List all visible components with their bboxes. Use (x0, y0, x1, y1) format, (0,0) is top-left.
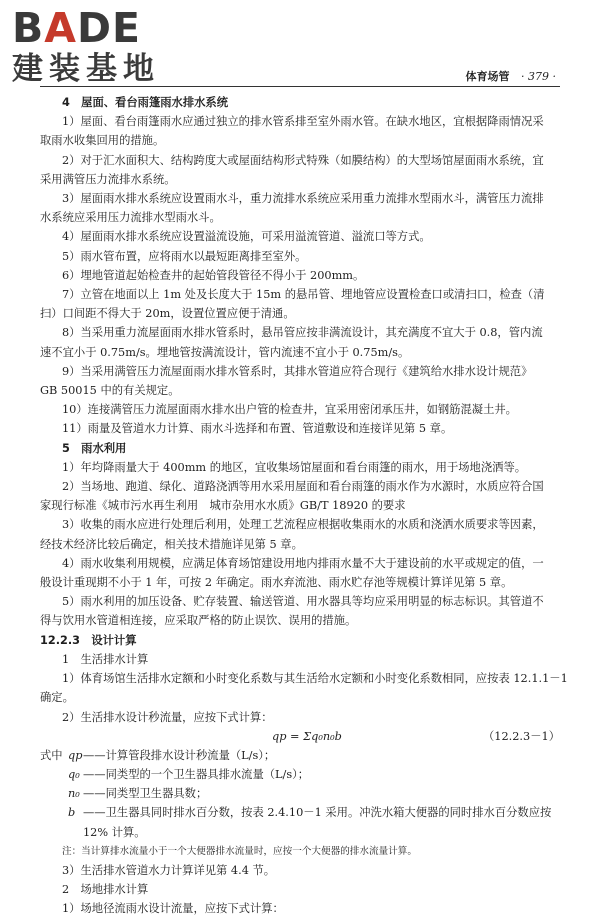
variable-definition (40, 803, 562, 822)
section-heading: 4 屋面、看台雨篷雨水排水系统 (62, 96, 229, 109)
variable-symbol: b (68, 806, 76, 820)
paragraph-line: 9）当采用满管压力流屋面雨水排水管系时，其排水管道应符合现行《建筑给水排水设计规范》 (62, 364, 533, 378)
paragraph-line: 1）场地径流雨水设计流量，应按下式计算： (62, 902, 284, 916)
paragraph-line: 水系统应采用压力流排水型雨水斗。 (40, 211, 221, 225)
logo-letters-1: B (12, 4, 45, 52)
paragraph-line: 取雨水收集回用的措施。 (40, 134, 165, 148)
paragraph-line: 采用满管压力流排水系统。 (40, 172, 176, 186)
page-number: · 379 · (521, 70, 556, 83)
paragraph-line: 5）雨水管布置，应将雨水以最短距离排至室外。 (62, 249, 307, 263)
variable-text: ——同类型的一个卫生器具排水流量（L/s）； (83, 767, 310, 781)
variable-symbol: q₀ (68, 767, 80, 781)
equation-number: （12.2.3－1） (482, 729, 560, 743)
header-rule (40, 86, 560, 87)
section-heading: 5 雨水利用 (62, 441, 127, 455)
paragraph-line: 确定。 (40, 691, 74, 705)
paragraph-line: 经技术经济比较后确定，相关技术措施详见第 5 章。 (40, 537, 303, 551)
paragraph-line: 4）雨水收集利用规模，应满足体育场馆建设用地内排雨水量不大于建设前的水平或规定的值，一 (62, 556, 544, 570)
paragraph-line: 3）屋面雨水排水系统应设置雨水斗，重力流排水系统应采用重力流排水型雨水斗，满管压力流排 (62, 192, 544, 206)
paragraph-line: 1）体育场馆生活排水定额和小时变化系数与其生活给水定额和小时变化系数相同，应按表 12.1.1－1 (62, 672, 568, 686)
paragraph-line: 般设计重现期不小于 1 年，可按 2 年确定。雨水弃流池、雨水贮存池等规模计算详见第 5 章。 (40, 576, 513, 590)
paragraph-line: 10）连接满管压力流屋面雨水排水出户管的检查井，宜采用密闭承压井，如钢筋混凝土井。 (62, 403, 517, 417)
equation-body: qp = Σq₀n₀b (272, 729, 342, 743)
variable-text: ——计算管段排水设计秒流量（L/s）； (83, 748, 276, 762)
variable-definition (40, 765, 562, 784)
page-body (40, 93, 568, 918)
paragraph-line: 扫）口间距不得大于 20m，设置位置应便于清通。 (40, 307, 295, 321)
footnote: 注：当计算排水流量小于一个大便器排水流量时，应按一个大便器的排水流量计算。 (62, 845, 417, 857)
logo-letter-accent: A (44, 4, 77, 52)
paragraph-line: 速不宜小于 0.75m/s。埋地管按满流设计，管内流速不宜小于 0.75m/s。 (40, 345, 410, 359)
paragraph-line: GB 50015 中的有关规定。 (40, 384, 180, 398)
subsection-heading: 12.2.3 设计计算 (40, 633, 137, 647)
paragraph-line: 2）当场地、跑道、绿化、道路浇洒等用水采用屋面和看台雨篷的雨水作为水源时，水质应符合国 (62, 480, 544, 494)
paragraph-line: 2）生活排水设计秒流量，应按下式计算： (62, 710, 273, 724)
section-heading: 1 生活排水计算 (62, 652, 149, 666)
paragraph-line: 家现行标准《城市污水再生利用 城市杂用水水质》GB/T 18920 的要求 (40, 499, 406, 513)
paragraph-line: 5）雨水利用的加压设备、贮存装置、输送管道、用水器具等均应采用明显的标志标识。其管道不 (62, 595, 544, 609)
paragraph-line: 1）屋面、看台雨篷雨水应通过独立的排水管系排至室外雨水管。在缺水地区，宜根据降雨情况采 (62, 115, 544, 129)
paragraph-line: 6）埋地管道起始检查井的起始管段管径不得小于 200mm。 (62, 268, 365, 282)
variable-definition (40, 746, 562, 765)
paragraph-line: 得与饮用水管道相连接，应采取严格的防止误饮、误用的措施。 (40, 614, 357, 628)
logo-letters-2: DE (77, 4, 142, 52)
paragraph-line: 3）生活排水管道水力计算详见第 4.4 节。 (62, 863, 276, 877)
running-header (466, 68, 556, 84)
variable-text: ——卫生器具同时排水百分数，按表 2.4.10－1 采用。冲洗水箱大便器的同时排水百分数应按 (83, 806, 552, 820)
variable-text: ——同类型卫生器具数； (83, 787, 208, 801)
paragraph-line: 11）雨量及管道水力计算、雨水斗选择和布置、管道敷设和连接详见第 5 章。 (62, 422, 453, 436)
paragraph-line: 4）屋面雨水排水系统应设置溢流设施，可采用溢流管道、溢流口等方式。 (62, 230, 431, 244)
logo-subtitle: 建装基地 (12, 51, 160, 87)
variable-symbol: qp (68, 748, 83, 762)
paragraph-line: 8）当采用重力流屋面雨水排水管系时，悬吊管应按非满流设计，其充满度不宜大于 0.8，管内流 (62, 326, 543, 340)
publisher-logo (12, 6, 160, 86)
variable-text-continued: 12% 计算。 (83, 825, 146, 839)
where-label: 式中 (40, 748, 63, 762)
header-title: 体育场管 (465, 70, 510, 83)
variable-symbol: n₀ (68, 787, 80, 801)
equation (40, 727, 562, 746)
section-heading: 2 场地排水计算 (62, 882, 149, 896)
logo-wordmark (12, 6, 160, 50)
variable-definition (40, 784, 562, 803)
paragraph-line: 2）对于汇水面积大、结构跨度大或屋面结构形式特殊（如膜结构）的大型场馆屋面雨水系统，宜 (62, 153, 544, 167)
paragraph-line: 1）年均降雨量大于 400mm 的地区，宜收集场馆屋面和看台雨篷的雨水，用于场地浇洒等。 (62, 460, 527, 474)
paragraph-line: 7）立管在地面以上 1m 处及长度大于 15m 的悬吊管、埋地管应设置检查口或清扫口，检查（清 (62, 288, 545, 302)
paragraph-line: 3）收集的雨水应进行处理后利用，处理工艺流程应根据收集雨水的水质和浇洒水质要求等因素， (62, 518, 544, 532)
